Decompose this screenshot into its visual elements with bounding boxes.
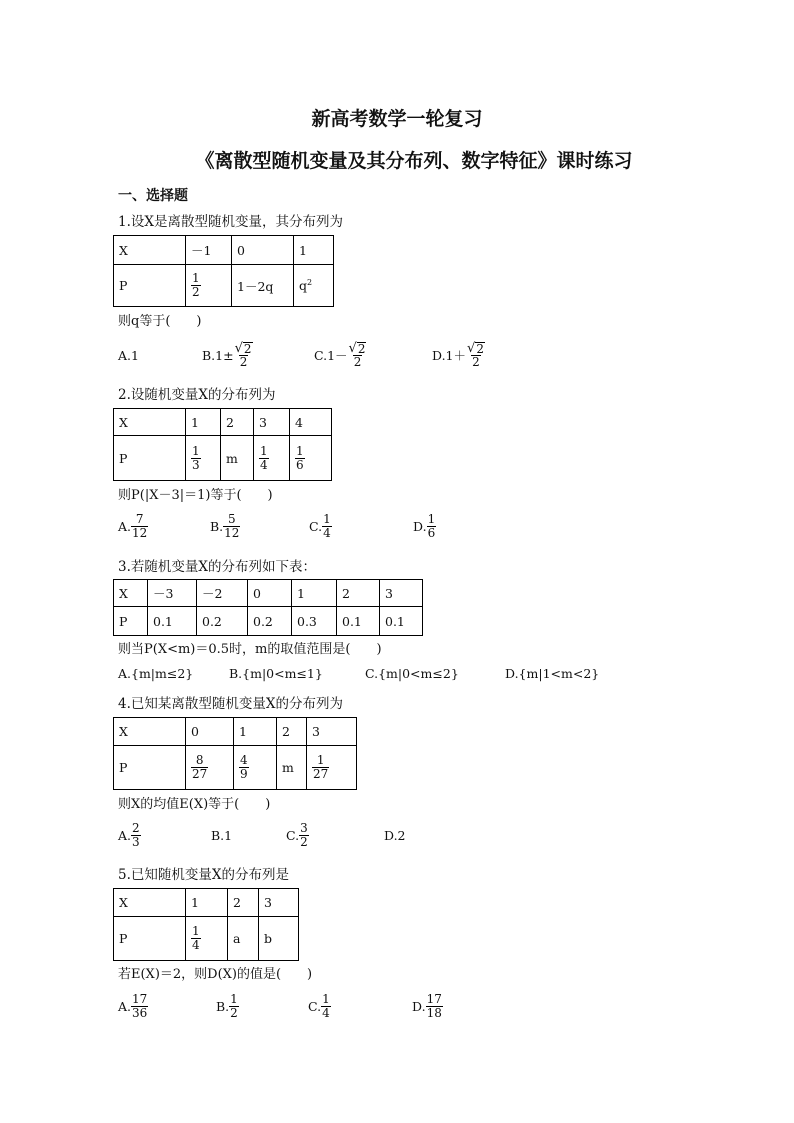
table-cell: 3 <box>307 718 357 746</box>
table-cell: $q^2$ <box>294 265 334 307</box>
table-cell: P <box>114 917 186 961</box>
q5-table <box>113 888 299 961</box>
table-cell: X <box>114 236 186 265</box>
table-cell: 0.1 <box>337 607 380 636</box>
q1-stem: 1.设X是离散型随机变量，其分布列为 <box>118 214 343 230</box>
fraction: $\frac{1}{3}$ <box>192 443 200 472</box>
table-cell <box>307 746 357 790</box>
option-a[interactable]: A.{m|m≤2} <box>118 665 194 681</box>
option-b[interactable]: B. $\frac{1}{2}$ <box>216 991 238 1020</box>
fraction: $\frac{1}{4}$ <box>192 924 200 952</box>
option-d[interactable]: D.2 <box>384 827 406 843</box>
q4-question: 则X的均值E(X)等于( ) <box>118 797 271 812</box>
table-cell: 2 <box>228 889 259 917</box>
q1-table <box>113 235 334 307</box>
table-cell: X <box>114 580 148 607</box>
table-cell: X <box>114 409 186 436</box>
table-cell: m <box>221 436 254 481</box>
option-b[interactable]: B.1 <box>211 827 233 843</box>
table-cell: 1 <box>294 236 334 265</box>
option-d[interactable]: D.{m|1<m<2} <box>505 665 600 681</box>
option-d[interactable]: D. $\frac{17}{18}$ <box>412 991 442 1020</box>
table-cell: －1 <box>186 236 232 265</box>
q3-question: 则当P(X<m)＝0.5时，m的取值范围是( ) <box>118 642 382 657</box>
table-cell <box>186 265 232 307</box>
table-cell <box>290 436 332 481</box>
q2-stem: 2.设随机变量X的分布列为 <box>118 387 276 403</box>
table-cell: 0.2 <box>197 607 248 636</box>
fraction: $\frac{1}{6}$ <box>296 443 304 472</box>
table-cell: 0 <box>248 580 292 607</box>
table-cell: a <box>228 917 259 961</box>
table-cell: X <box>114 889 186 917</box>
option-a[interactable]: A. $\frac{17}{36}$ <box>118 991 148 1020</box>
option-c[interactable]: C. $\frac{1}{4}$ <box>309 511 331 540</box>
option-a[interactable]: A. $\frac{2}{3}$ <box>118 820 140 849</box>
fraction: $\frac{1}{4}$ <box>260 443 268 472</box>
section-heading: 一、选择题 <box>118 188 188 204</box>
table-cell: 1 <box>292 580 337 607</box>
table-cell: 2 <box>221 409 254 436</box>
option-b[interactable]: B.{m|0<m≤1} <box>229 665 323 681</box>
table-cell: 1 <box>234 718 277 746</box>
option-d[interactable]: D.1＋ √ 2 2 <box>432 340 484 369</box>
table-cell: 2 <box>337 580 380 607</box>
page-title: 新高考数学一轮复习 <box>311 108 483 130</box>
fraction: $\frac{1}{2}$ <box>192 271 200 299</box>
table-cell: 3 <box>380 580 423 607</box>
option-a[interactable]: A.1 <box>118 347 139 363</box>
q4-table <box>113 717 357 790</box>
table-cell: 0.1 <box>380 607 423 636</box>
q5-question: 若E(X)＝2，则D(X)的值是( ) <box>118 967 313 982</box>
q2-table <box>113 408 332 481</box>
table-cell <box>186 917 228 961</box>
q4-stem: 4.已知某离散型随机变量X的分布列为 <box>118 696 343 712</box>
q2-options <box>118 508 718 544</box>
table-cell <box>254 436 290 481</box>
page-subtitle: 《离散型随机变量及其分布列、数字特征》课时练习 <box>195 150 633 172</box>
table-cell: m <box>277 746 307 790</box>
fraction: $\frac{1}{27}$ <box>313 753 329 781</box>
table-cell: －2 <box>197 580 248 607</box>
q3-table <box>113 579 423 636</box>
table-cell: X <box>114 718 186 746</box>
table-cell <box>186 746 234 790</box>
option-c[interactable]: C.1－ √ 2 2 <box>314 340 366 369</box>
table-cell: 2 <box>277 718 307 746</box>
q5-stem: 5.已知随机变量X的分布列是 <box>118 867 289 883</box>
table-cell: 0 <box>186 718 234 746</box>
option-c[interactable]: C. $\frac{3}{2}$ <box>286 820 308 849</box>
option-c[interactable]: C.{m|0<m≤2} <box>365 665 459 681</box>
table-cell: 1 <box>186 889 228 917</box>
table-cell: b <box>259 917 299 961</box>
table-cell: 3 <box>259 889 299 917</box>
q3-stem: 3.若随机变量X的分布列如下表： <box>118 559 316 575</box>
table-cell: 4 <box>290 409 332 436</box>
table-cell: P <box>114 607 148 636</box>
fraction: $\frac{4}{9}$ <box>240 753 248 781</box>
q4-options <box>118 817 718 853</box>
table-cell: P <box>114 436 186 481</box>
table-cell: 1 <box>186 409 221 436</box>
option-d[interactable]: D. $\frac{1}{6}$ <box>413 511 436 540</box>
table-cell: 3 <box>254 409 290 436</box>
table-cell: －3 <box>148 580 197 607</box>
table-cell <box>186 436 221 481</box>
q1-options <box>118 337 718 373</box>
table-cell: 0.3 <box>292 607 337 636</box>
option-b[interactable]: B.1± √ 2 2 <box>202 340 252 369</box>
option-b[interactable]: B. $\frac{5}{12}$ <box>210 511 240 540</box>
table-cell: 0.1 <box>148 607 197 636</box>
table-cell: 0.2 <box>248 607 292 636</box>
q3-options <box>118 655 718 691</box>
table-cell: P <box>114 746 186 790</box>
option-a[interactable]: A. $\frac{7}{12}$ <box>118 511 148 540</box>
table-cell: P <box>114 265 186 307</box>
table-cell: 0 <box>232 236 294 265</box>
table-cell <box>234 746 277 790</box>
option-c[interactable]: C. $\frac{1}{4}$ <box>308 991 330 1020</box>
fraction: $\frac{8}{27}$ <box>192 753 208 781</box>
q2-question: 则P(|X－3|＝1)等于( ) <box>118 488 273 503</box>
table-cell: 1－2q <box>232 265 294 307</box>
q1-question: 则q等于( ) <box>118 314 202 329</box>
q5-options <box>118 988 718 1024</box>
